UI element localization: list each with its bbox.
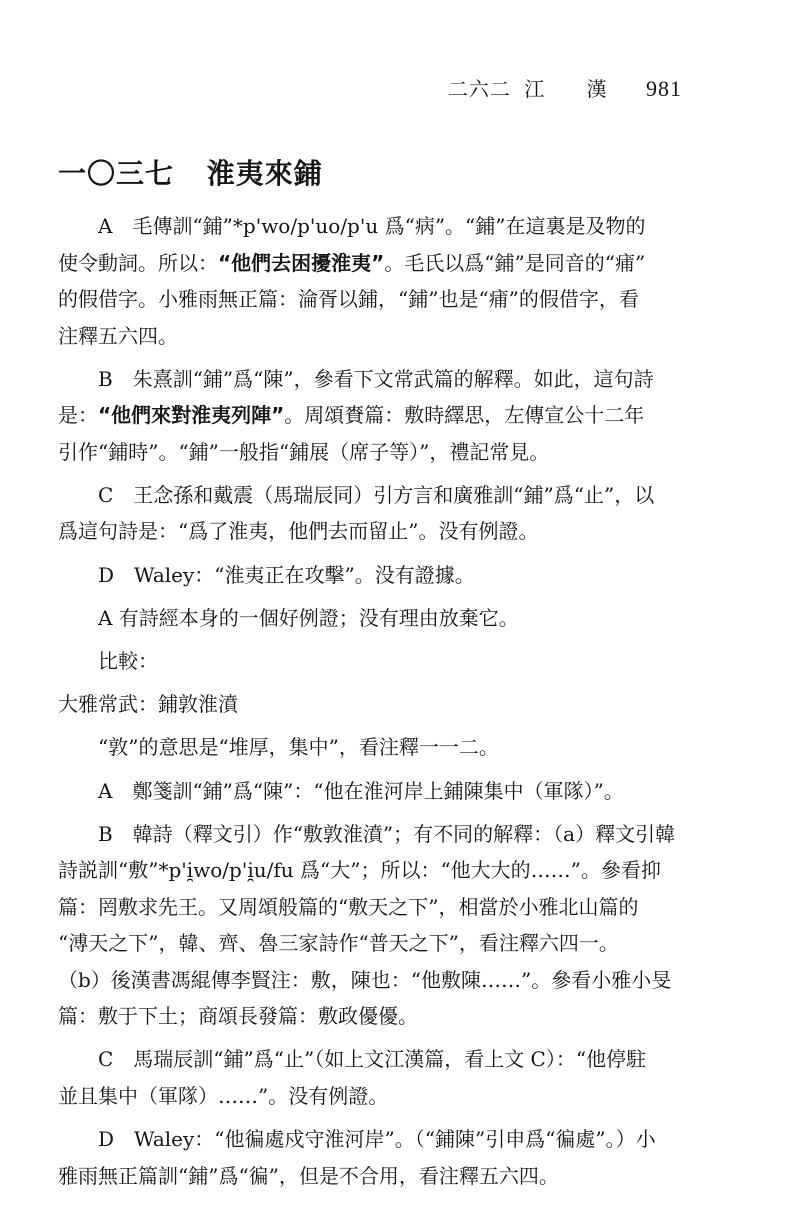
text-line: A 鄭箋訓“鋪”爲“陳”：“他在淮河岸上鋪陳集中（軍隊）”。	[98, 778, 624, 803]
text-line: A 有詩經本身的一個好例證；没有理由放棄它。	[98, 605, 519, 630]
entry-body	[58, 208, 690, 1201]
paragraph-a1	[58, 208, 690, 354]
text-line: 是：“他們來對淮夷列陣”。周頌賚篇：敷時繹思，左傳宣公十二年	[58, 403, 645, 428]
paragraph-b2	[58, 816, 690, 1035]
running-head-section: 二六二	[447, 77, 511, 101]
paragraph-conclusion	[58, 600, 690, 637]
text-line: 雅雨無正篇訓“鋪”爲“徧”，但是不合用，看注釋五六四。	[58, 1163, 559, 1188]
text-line: C 王念孫和戴震（馬瑞辰同）引方言和廣雅訓“鋪”爲“止”，以	[98, 482, 655, 507]
paragraph-quote	[58, 686, 690, 723]
running-head	[448, 73, 682, 102]
text-line: 的假借字。小雅雨無正篇：淪胥以鋪，“鋪”也是“痡”的假借字，看	[58, 287, 639, 311]
text-line: 篇：罔敷求先王。又周頌般篇的“敷天之下”，相當於小雅北山篇的	[58, 894, 639, 919]
paragraph-dun	[58, 729, 690, 766]
running-head-title: 江 漢	[524, 77, 625, 101]
paragraph-d2	[58, 1121, 690, 1194]
paragraph-c2	[58, 1041, 690, 1114]
text-line: “溥天之下”，韓、齊、魯三家詩作“普天之下”，看注釋六四一。	[58, 931, 619, 956]
paragraph-d1	[58, 557, 690, 594]
text-line: 爲這句詩是：“爲了淮夷，他們去而留止”。没有例證。	[58, 519, 539, 544]
text-line: 使令動詞。所以：“他們去困擾淮夷”。毛氏以爲“鋪”是同音的“痡”	[58, 250, 646, 275]
text-line: 大雅常武：鋪敦淮濆	[58, 692, 238, 717]
text-line: B 朱熹訓“鋪”爲“陳”，參看下文常武篇的解釋。如此，這句詩	[98, 366, 654, 391]
entry-number: 一〇三七	[58, 157, 175, 190]
page-number: 981	[646, 76, 682, 101]
entry-title: 淮夷來鋪	[206, 157, 323, 190]
text-line: C 馬瑞辰訓“鋪”爲“止”（如上文江漢篇，看上文 C）：“他停駐	[98, 1047, 647, 1072]
paragraph-compare	[58, 643, 690, 680]
paragraph-b1	[58, 361, 690, 471]
text-line: 並且集中（軍隊）……”。没有例證。	[58, 1083, 389, 1108]
text-line: D Waley：“淮夷正在攻擊”。没有證據。	[98, 562, 475, 587]
entry-heading	[58, 152, 323, 192]
text-line: D Waley：“他徧處戍守淮河岸”。（“鋪陳”引申爲“徧處”。）小	[98, 1127, 656, 1152]
text-line: B 韓詩（釋文引）作“敷敦淮濆”；有不同的解釋：（a）釋文引韓	[98, 821, 676, 846]
text-line: 引作“鋪時”。“鋪”一般指“鋪展（席子等）”，禮記常見。	[58, 439, 550, 464]
text-line: 篇：敷于下土；商頌長發篇：敷政優優。	[58, 1004, 418, 1029]
paragraph-a2	[58, 773, 690, 810]
text-line: 比較：	[98, 648, 158, 673]
text-line: 詩説訓“敷”*p'i̯wo/p'i̯u/fu 爲“大”；所以：“他大大的……”。參看抑	[58, 858, 661, 883]
text-line: “敦”的意思是“堆厚，集中”，看注釋一一二。	[98, 735, 499, 760]
text-line: （b）後漢書馮緄傳李賢注：敷，陳也：“他敷陳……”。參看小雅小旻	[58, 967, 672, 992]
text-line: 注釋五六四。	[58, 323, 178, 348]
paragraph-c1	[58, 477, 690, 550]
text-line: A 毛傳訓“鋪”*p'wo/p'uo/p'u 爲“病”。“鋪”在這裏是及物的	[98, 214, 646, 238]
